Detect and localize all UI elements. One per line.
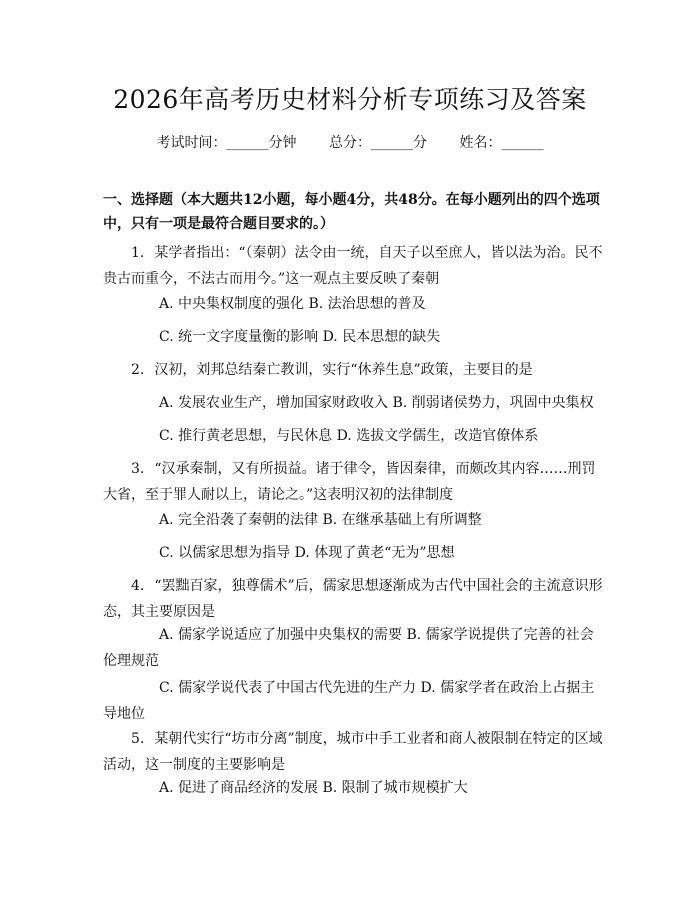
question-stem: “汉承秦制，又有所损益。诸于律令，皆因秦律，而颇改其内容……刑罚大省，至于罪人耐以上，请论之。”这表明汉初的法律制度 [103,461,596,503]
question-1 [103,240,603,292]
question-3-options-c-d: C. 以儒家思想为指导 D. 体现了黄老“无为”思想 [159,545,455,561]
question-5 [103,726,603,778]
question-stem: 汉初，刘邦总结秦亡教训，实行“休养生息”政策，主要目的是 [154,362,533,378]
question-number: 3. [131,461,145,477]
question-stem: 某朝代实行“坊市分离”制度，城市中手工业者和商人被限制在特定的区域活动，这一制度的主要影响是 [103,731,603,773]
page-title: 2026年高考历史材料分析专项练习及答案 [113,85,587,114]
question-stem: 某学者指出：“（秦朝）法令由一统，自天子以至庶人，皆以法为治。民不贵古而重今，不法古而用今。”这一观点主要反映了秦朝 [103,245,603,287]
question-4-options-c-d: C. 儒家学说代表了中国古代先进的生产力 D. 儒家学者在政治上占据主导地位 [103,680,595,722]
question-1-options-a-b: A. 中央集权制度的强化 B. 法治思想的普及 [159,296,426,312]
question-number: 4. [131,578,145,594]
question-1-options-c-d: C. 统一文字度量衡的影响 D. 民本思想的缺失 [159,329,441,345]
question-4 [103,573,603,625]
question-number: 1. [131,245,145,261]
exam-time: 考试时间：______分钟 [156,135,297,151]
question-2-options-c-d: C. 推行黄老思想，与民休息 D. 选拔文学儒生，改造官僚体系 [159,428,539,444]
exam-name: 姓名：______ [459,135,544,151]
question-number: 2. [131,362,145,378]
section-heading: 一、选择题（本大题共12小题，每小题4分，共48分。在每小题列出的四个选项中，只有一项是最符合题目要求的。） [103,192,600,232]
question-3-options-a-b: A. 完全沿袭了秦朝的法律 B. 在继承基础上有所调整 [159,512,482,528]
question-stem: “罢黜百家，独尊儒术”后，儒家思想逐渐成为古代中国社会的主流意识形态，其主要原因是 [103,578,603,620]
question-number: 5. [131,731,145,747]
question-4-options-a-b: A. 儒家学说适应了加强中央集权的需要 B. 儒家学说提供了完善的社会伦理规范 [103,627,594,669]
question-2 [103,357,603,383]
question-5-options-a-b: A. 促进了商品经济的发展 B. 限制了城市规模扩大 [159,780,468,796]
exam-meta [0,132,700,152]
question-3 [103,456,603,508]
question-2-options-a-b: A. 发展农业生产，增加国家财政收入 B. 削弱诸侯势力，巩固中央集权 [159,395,594,411]
exam-score: 总分：______分 [329,135,427,151]
